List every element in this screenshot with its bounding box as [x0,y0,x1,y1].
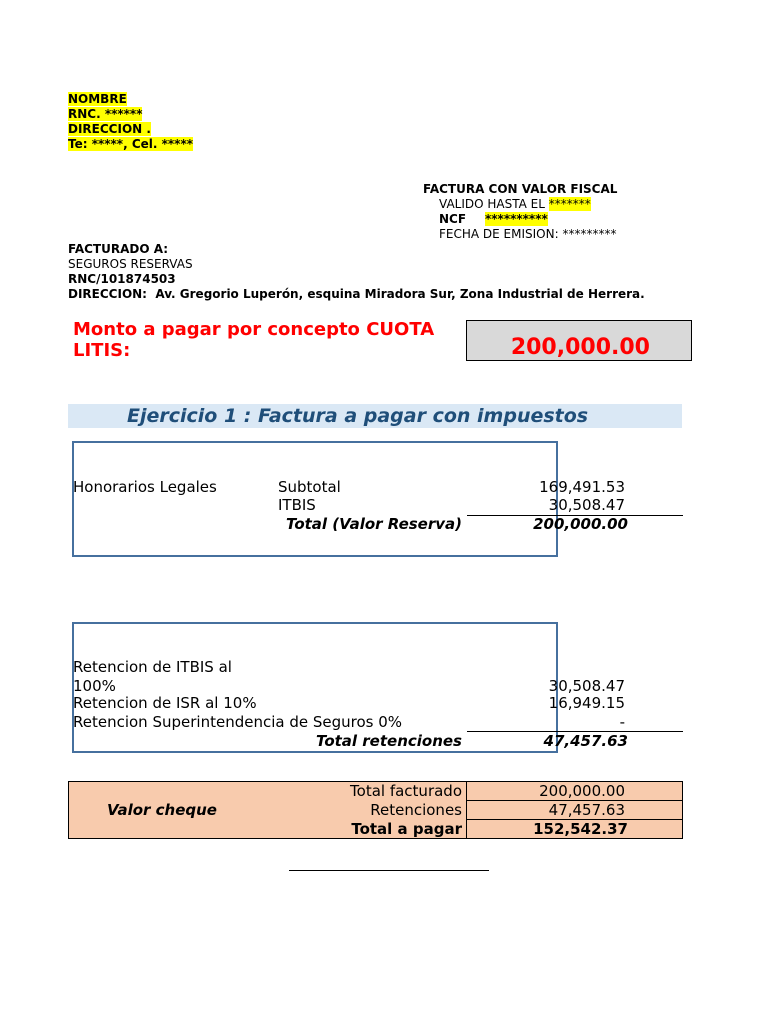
billed-address-label: DIRECCION: [68,287,147,301]
billed-address: Av. Gregorio Luperón, esquina Miradora Sur, Zona Industrial de Herrera. [155,287,645,301]
valid-until-row [423,197,617,212]
ret-itbis-value: 30,508.47 [548,677,625,695]
ncf-value: ********** [485,212,548,226]
ret-itbis-label-2: 100% [73,677,116,695]
ret-super-label: Retencion Superintendencia de Seguros 0% [73,713,403,731]
ret-isr-label: Retencion de ISR al 10% [73,694,257,712]
emission-date: FECHA DE EMISION: ********* [439,227,617,241]
payment-amount: 200,000.00 [510,335,650,360]
ret-super-value: - [619,713,625,731]
billed-to-block [68,242,645,302]
itbis-label: ITBIS [278,496,316,514]
cheque-divider-vertical [466,781,467,839]
ncf-label: NCF [439,212,467,226]
cheque-ret-label: Retenciones [370,801,462,819]
billed-company: SEGUROS RESERVAS [68,257,193,271]
billed-address-row [68,287,645,302]
fiscal-title: FACTURA CON VALOR FISCAL [423,182,618,196]
sender-address: DIRECCION . [68,122,151,136]
cheque-billed-label: Total facturado [350,782,462,800]
ret-total-value: 47,457.63 [543,732,628,750]
subtotal-value: 169,491.53 [539,478,625,496]
cheque-ret-value: 47,457.63 [548,801,625,819]
valid-until-label: VALIDO HASTA EL [439,197,545,211]
signature-line [289,870,489,871]
sender-rnc: RNC. ****** [68,107,143,121]
invoice-total-label: Total (Valor Reserva) [286,515,462,533]
cheque-label: Valor cheque [107,801,217,819]
exercise-title: Ejercicio 1 : Factura a pagar con impuestos [127,405,589,427]
ncf-row [423,212,617,227]
sender-name: NOMBRE [68,92,127,106]
billed-to-label: FACTURADO A: [68,242,169,256]
valid-until-value: ******* [548,197,591,211]
ret-total-label: Total retenciones [316,732,462,750]
sender-block [68,92,193,152]
cheque-pay-value: 152,542.37 [533,820,628,838]
subtotal-label: Subtotal [278,478,341,496]
fiscal-block [423,182,617,242]
ret-itbis-label-1: Retencion de ITBIS al [73,658,232,676]
billed-rnc: RNC/101874503 [68,272,176,286]
invoice-concept: Honorarios Legales [73,478,217,496]
sender-phone: Te: *****, Cel. ***** [68,137,193,151]
cheque-billed-value: 200,000.00 [539,782,625,800]
exercise-title-bar [68,404,682,428]
ret-isr-value: 16,949.15 [548,694,625,712]
payment-amount-box [466,320,692,361]
itbis-value: 30,508.47 [548,496,625,514]
invoice-total-value: 200,000.00 [533,515,628,533]
payment-concept-label: Monto a pagar por concepto CUOTA LITIS: [73,319,435,361]
cheque-pay-label: Total a pagar [351,820,462,838]
